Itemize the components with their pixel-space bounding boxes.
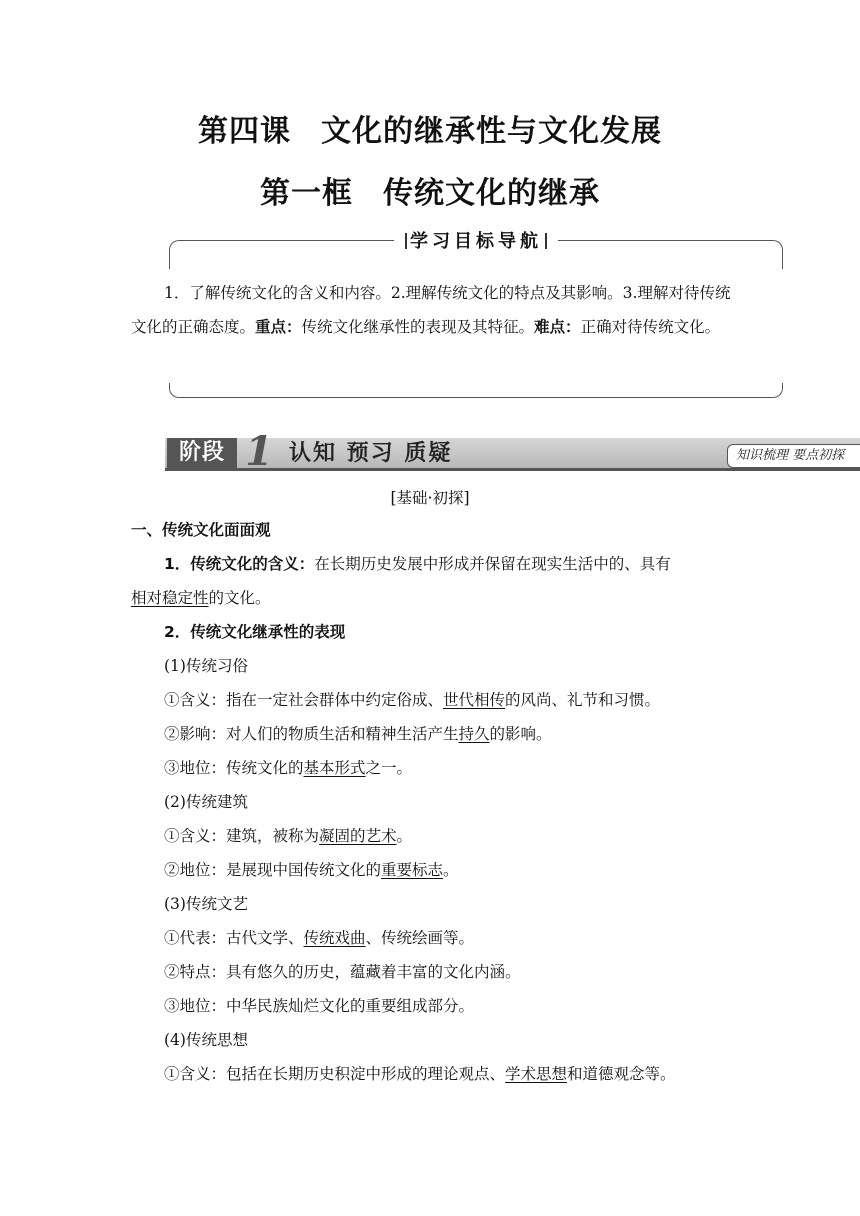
answer-blank: 传统戏曲 (303, 929, 366, 947)
list-item: ②地位：是展现中国传统文化的重要标志。 (164, 861, 459, 879)
subheading: [基础·初探] (390, 489, 470, 507)
category-arts: (3)传统文艺 (164, 895, 248, 913)
objectives-text: 1．了解传统文化的含义和内容。2.理解传统文化的特点及其影响。3.理解对待传统文化的正确态度。重点：传统文化继承性的表现及其特征。难点：正确对待传统文化。 (131, 284, 731, 336)
category-thought: (4)传统思想 (164, 1031, 248, 1049)
definition-line-2: 相对稳定性的文化。 (131, 589, 271, 607)
answer-blank: 相对稳定性 (131, 589, 209, 607)
list-item: ①含义：建筑，被称为凝固的艺术。 (164, 827, 413, 845)
key-point-label: 重点： (255, 318, 302, 336)
lesson-number: 第四课 (198, 114, 291, 149)
objectives-label: 学习目标导航 (394, 227, 558, 253)
list-item: ③地位：中华民族灿烂文化的重要组成部分。 (164, 997, 475, 1015)
stage-tag: 知识梳理 要点初探 (727, 444, 860, 468)
answer-blank: 重要标志 (381, 861, 444, 879)
answer-blank: 基本形式 (303, 759, 366, 777)
answer-blank: 世代相传 (443, 691, 506, 709)
objectives-bottom-border (169, 383, 783, 398)
item-heading: 2．传统文化继承性的表现 (164, 623, 346, 641)
category-architecture: (2)传统建筑 (164, 793, 248, 811)
stage-word: 阶段 (167, 438, 237, 468)
list-item: ②影响：对人们的物质生活和精神生活产生持久的影响。 (164, 725, 552, 743)
list-item: ③地位：传统文化的基本形式之一。 (164, 759, 413, 777)
list-item: ①含义：包括在长期历史积淀中形成的理论观点、学术思想和道德观念等。 (164, 1065, 676, 1083)
answer-blank: 凝固的艺术 (319, 827, 397, 845)
answer-blank: 学术思想 (505, 1065, 568, 1083)
frame-number: 第一框 (260, 176, 353, 211)
lesson-name: 文化的继承性与文化发展 (321, 114, 662, 149)
category-customs: (1)传统习俗 (164, 657, 248, 675)
frame-name: 传统文化的继承 (383, 176, 600, 211)
list-item: ①含义：指在一定社会群体中约定俗成、世代相传的风尚、礼节和习惯。 (164, 691, 661, 709)
stage-banner (165, 428, 860, 475)
stage-title: 认知 预习 质疑 (289, 440, 453, 466)
list-item: ①代表：古代文学、传统戏曲、传统绘画等。 (164, 929, 475, 947)
frame-title (0, 168, 860, 212)
lesson-title (0, 106, 860, 150)
section-heading: 一、传统文化面面观 (131, 521, 271, 539)
stage-number: 1 (245, 428, 273, 475)
list-item: ②特点：具有悠久的历史，蕴藏着丰富的文化内涵。 (164, 963, 521, 981)
definition-line: 1．传统文化的含义：在长期历史发展中形成并保留在现实生活中的、具有 (164, 555, 671, 573)
difficulty-label: 难点： (534, 318, 581, 336)
answer-blank: 持久 (458, 725, 490, 743)
